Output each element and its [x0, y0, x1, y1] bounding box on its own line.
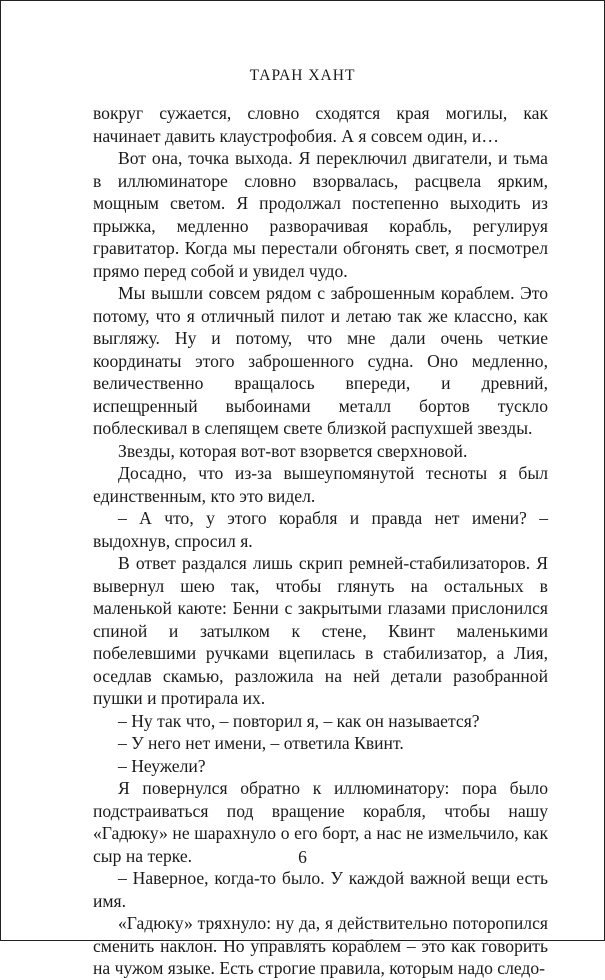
paragraph: Я повернулся обратно к иллюминатору: пора было подстраиваться под вращение корабля, чтобы нашу «Гадюку» не шарахнуло о его борт, а нас не измельчило, как сыр на терке. — [93, 778, 548, 866]
paragraph: В ответ раздался лишь скрип ремней-стабилизаторов. Я вывернул шею так, чтобы глянуть на остальных в маленькой каюте: Бенни с закрытыми глазами прислонился спиной и затылком к стене, Квинт маленькими побелевшими ручками вцепилась в стабилизатор, а Лия, оседлав скамью, разложила на ней детали разобранной пушки и протирала их. — [93, 553, 548, 708]
paragraph: Досадно, что из-за вышеупомянутой тесноты я был единственным, кто это видел. — [93, 463, 548, 506]
dialogue-line: – Ну так что, – повторил я, – как он называется? — [118, 710, 480, 731]
dialogue-line: – У него нет имени, – ответила Квинт. — [118, 733, 404, 753]
paragraph: Вот она, точка выхода. Я переключил двигатели, и тьма в иллюминаторе словно взорвалась, расцвела ярким, мощным светом. Я продолжал постепенно выходить из прыжка, медленно разворачивая корабль, регулируя гравитатор. Когда мы перестали обгонять свет, я посмотрел прямо перед собой и увидел чудо. — [93, 148, 548, 281]
dialogue-line: – А что, у этого корабля и правда нет имени? – выдохнув, спросил я. — [93, 508, 548, 551]
page-number: 6 — [298, 847, 307, 867]
paragraph: вокруг сужается, словно сходятся края могилы, как начинает давить клаустрофобия. А я совсем один, и… — [93, 103, 548, 146]
paragraph: Звезды, которая вот-вот взорвется сверхновой. — [118, 440, 468, 461]
dialogue-line: – Наверное, когда-то было. У каждой важной вещи есть имя. — [93, 868, 548, 911]
paragraph: «Гадюку» тряхнуло: ну да, я действительно поторопился сменить наклон. Но управлять кораблем – это как говорить на чужом языке. Есть строгие правила, которым надо следо- — [93, 913, 548, 978]
running-title: ТАРАН ХАНТ — [249, 67, 356, 84]
paragraph: Мы вышли совсем рядом с заброшенным кораблем. Это потому, что я отличный пилот и летаю так же классно, как выгляжу. Ну и потому, что мне дали очень четкие координаты этого заброшенного судна. Оно медленно, величественно вращалось впереди, и древний, испещренный выбоинами металл бортов тускло поблескивал в слепящем свете близкой распухшей звезды. — [93, 283, 548, 438]
dialogue-line: – Неужели? — [118, 755, 206, 776]
